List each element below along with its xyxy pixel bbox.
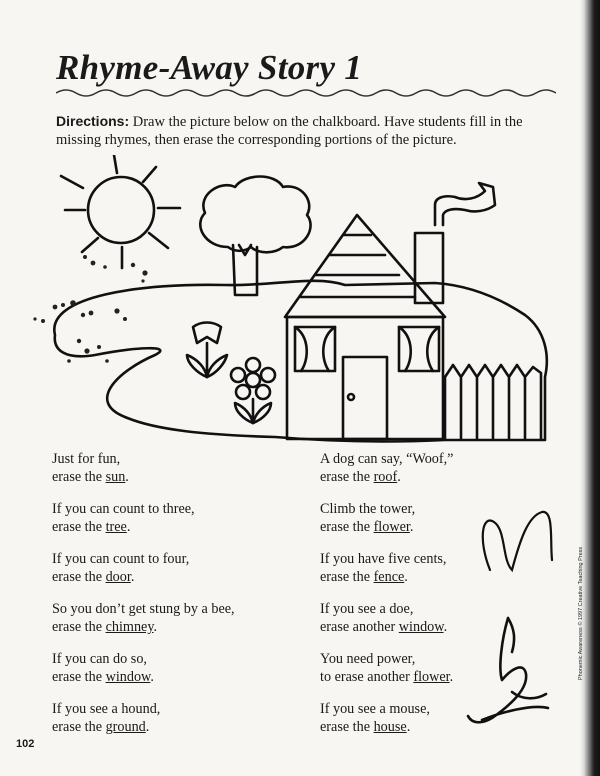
rhyme-line: You need power, (320, 651, 416, 667)
rhyme-answer: house (373, 719, 407, 735)
chimney-smoke (435, 183, 495, 225)
rhyme-stanza (52, 700, 235, 736)
rhyme-stanza (320, 450, 453, 486)
rhyme-prefix: erase the (320, 469, 374, 485)
copyright-notice: Phonemic Awareness © 1997 Creative Teaching Press (578, 546, 584, 680)
rhyme-prefix: erase another (320, 619, 399, 635)
rhyme-line: If you see a mouse, (320, 701, 430, 717)
rhyme-prefix: to erase another (320, 669, 414, 685)
rhyme-prefix: erase the (320, 569, 374, 585)
rhyme-answer: chimney (105, 619, 154, 635)
rhyme-prefix: erase the (52, 669, 106, 685)
rhyme-stanza (52, 500, 235, 536)
handwritten-scribble-bottom (449, 608, 562, 738)
rhyme-prefix: erase the (52, 719, 106, 735)
rhyme-prefix: erase the (52, 569, 106, 585)
chalk-smudges (33, 255, 147, 363)
rhyme-suffix: . (153, 619, 158, 635)
rhyme-line: A dog can say, “Woof,” (320, 451, 454, 467)
flower-tulip-drawing (187, 323, 227, 378)
rhyme-suffix: . (126, 519, 131, 535)
rhyme-suffix: . (449, 669, 454, 685)
rhyme-answer: window (105, 669, 151, 685)
handwritten-scribble-top (472, 500, 562, 590)
page-number: 102 (16, 738, 35, 750)
rhyme-prefix: erase the (320, 719, 374, 735)
house-scene-illustration (25, 155, 555, 445)
rhymes-right-column (320, 450, 453, 750)
rhyme-answer: window (398, 619, 444, 635)
rhyme-line: If you see a hound, (52, 701, 161, 717)
rhyme-line: Climb the tower, (320, 501, 416, 517)
rhyme-suffix: . (406, 719, 411, 735)
flower-daisy-drawing (231, 358, 275, 423)
rhyme-suffix: . (130, 569, 135, 585)
rhymes-left-column (52, 450, 235, 750)
rhyme-answer: roof (373, 469, 398, 485)
fence-drawing (445, 365, 541, 439)
rhyme-answer: door (105, 569, 131, 585)
rhyme-stanza (320, 600, 453, 636)
title-wave-underline (56, 86, 556, 100)
rhyme-answer: ground (105, 719, 146, 735)
rhyme-suffix: . (409, 519, 414, 535)
rhyme-suffix: . (404, 569, 408, 585)
rhyme-answer: tree (105, 519, 127, 535)
rhyme-line: If you have five cents, (320, 551, 447, 567)
rhyme-answer: flower (373, 519, 410, 535)
rhyme-line: If you can do so, (52, 651, 147, 667)
rhyme-stanza (52, 600, 235, 636)
rhyme-stanza (320, 500, 453, 536)
directions-block (56, 112, 568, 149)
rhyme-suffix: . (443, 619, 448, 635)
rhyme-line: So you don’t get stung by a bee, (52, 601, 235, 617)
ground-outline (54, 281, 546, 442)
rhyme-stanza (320, 550, 453, 586)
rhyme-stanza (320, 650, 453, 686)
rhyme-line: If you can count to three, (52, 501, 195, 517)
rhyme-prefix: erase the (52, 619, 106, 635)
rhyme-suffix: . (397, 469, 401, 485)
house-drawing (285, 215, 445, 439)
directions-label: Directions: (56, 113, 130, 129)
sun-drawing (61, 155, 180, 268)
rhyme-suffix: . (150, 669, 154, 685)
page-title: Rhyme-Away Story 1 (56, 48, 363, 87)
chimney-drawing (415, 233, 443, 303)
tree-drawing (200, 177, 310, 296)
rhyme-suffix: . (145, 719, 150, 735)
directions-text: Draw the picture below on the chalkboard. Have students fill in the missing rhymes, then erase the corresponding portions of the picture. (56, 114, 523, 148)
rhyme-line: Just for fun, (52, 451, 121, 467)
rhyme-stanza (52, 550, 235, 586)
rhyme-stanza (52, 450, 235, 486)
rhyme-stanza (320, 700, 453, 736)
rhyme-answer: flower (413, 669, 450, 685)
rhyme-line: If you see a doe, (320, 601, 414, 617)
rhyme-prefix: erase the (52, 469, 106, 485)
rhyme-suffix: . (125, 469, 129, 485)
rhyme-line: If you can count to four, (52, 551, 190, 567)
rhyme-answer: fence (373, 569, 405, 585)
rhyme-answer: sun (105, 469, 126, 485)
rhyme-prefix: erase the (320, 519, 374, 535)
rhyme-prefix: erase the (52, 519, 106, 535)
rhyme-stanza (52, 650, 235, 686)
